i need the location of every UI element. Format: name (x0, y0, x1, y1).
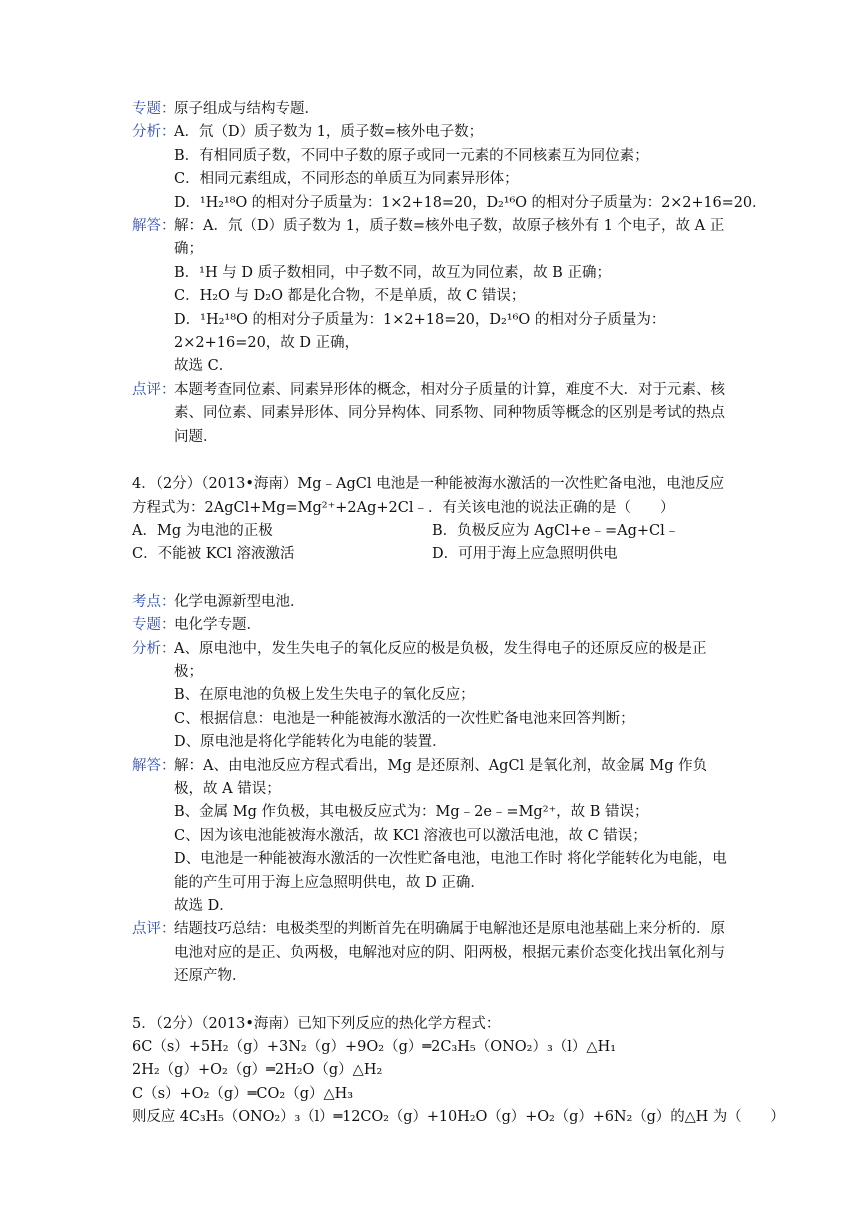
q3-topic (132, 98, 732, 121)
document-page (132, 98, 785, 1130)
q5-stem: 5．（2分）（2013•海南）已知下列反应的热化学方程式： (132, 1015, 501, 1032)
q3-analysis (132, 121, 767, 215)
analysis-line: D、原电池是将化学能转化为电能的装置． (174, 734, 447, 751)
answer-line: C．H₂O 与 D₂O 都是化合物，不是单质，故 C 错误； (174, 288, 526, 305)
q5-equation: 6C（s）+5H₂（g）+3N₂（g）+9O₂（g）═2C₃H₅（ONO₂）₃（l）△H₁ (132, 1039, 617, 1056)
q4-key-point (132, 591, 732, 614)
comment-label: 点评： (132, 921, 176, 938)
answer-line: B、金属 Mg 作负极，其电极反应式为：Mg﹣2e﹣=Mg²⁺，故 B 错误； (174, 804, 649, 821)
option-b: B．负极反应为 AgCl+e﹣=Ag+Cl﹣ (432, 522, 680, 539)
answer-line: 解：A．氘（D）质子数为 1，质子数=核外电子数，故原子核外有 1 个电子，故 A 正确； (174, 218, 725, 258)
q5-question: 则反应 4C₃H₅（ONO₂）₃（l）═12CO₂（g）+10H₂O（g）+O₂（g）+6N₂（g）的△H 为（ ） (132, 1109, 785, 1126)
q4-comment (132, 918, 732, 988)
analysis-line: B、在原电池的负极上发生失电子的氧化反应； (174, 687, 475, 704)
q3-comment (132, 379, 732, 449)
answer-line: D、电池是一种能被海水激活的一次性贮备电池，电池工作时 将化学能转化为电能，电能的产生可用于海上应急照明供电，故 D 正确． (174, 851, 727, 891)
q4-stem: 4．（2分）（2013•海南）Mg﹣AgCl 电池是一种能被海水激活的一次性贮备电池，电池反应方程式为：2AgCl+Mg=Mg²⁺+2Ag+2Cl﹣．有关该电池的说法正确的是（ ） (132, 476, 725, 516)
answer-line: 解：A、由电池反应方程式看出，Mg 是还原剂、AgCl 是氧化剂，故金属 Mg 作负极，故 A 错误； (174, 757, 708, 797)
q4-options (132, 520, 732, 567)
analysis-line: C、根据信息：电池是一种能被海水激活的一次性贮备电池来回答判断； (174, 710, 635, 727)
q4-answer (132, 755, 732, 919)
q3-answer (132, 215, 732, 379)
comment-text: 本题考查同位素、同素异形体的概念，相对分子质量的计算，难度不大．对于元素、核素、同位素、同素异形体、同分异构体、同系物、同种物质等概念的区别是考试的热点问题． (174, 381, 725, 445)
q4-analysis (132, 638, 732, 755)
key-point-text: 化学电源新型电池． (174, 593, 305, 610)
answer-line: B．¹H 与 D 质子数相同，中子数不同，故互为同位素，故 B 正确； (174, 264, 611, 281)
key-point-label: 考点： (132, 593, 176, 610)
analysis-line: A．氘（D）质子数为 1，质子数=核外电子数； (174, 124, 484, 141)
comment-label: 点评： (132, 381, 176, 398)
option-c: C．不能被 KCl 溶液激活 (132, 546, 295, 563)
analysis-line: A、原电池中，发生失电子的氧化反应的极是负极，发生得电子的还原反应的极是正极； (174, 640, 707, 680)
answer-label: 解答： (132, 218, 176, 235)
topic-label: 专题： (132, 101, 176, 117)
q5-equation: C（s）+O₂（g）═CO₂（g）△H₃ (132, 1085, 354, 1102)
option-a: A．Mg 为电池的正极 (132, 522, 273, 539)
answer-line: 故选 C． (174, 358, 234, 375)
comment-text: 结题技巧总结：电极类型的判断首先在明确属于电解池还是原电池基础上来分析的．原电池对应的是正、负两极，电解池对应的阴、阳两极，根据元素价态变化找出氧化剂与还原产物． (174, 921, 725, 985)
q4-topic (132, 614, 732, 637)
answer-line: D．¹H₂¹⁸O 的相对分子质量为：1×2+18=20，D₂¹⁶O 的相对分子质量为：2×2+16=20，故 D 正确， (174, 311, 666, 352)
analysis-label: 分析： (132, 640, 176, 657)
topic-text: 电化学专题． (174, 617, 261, 634)
analysis-label: 分析： (132, 124, 176, 141)
q5-equation: 2H₂（g）+O₂（g）═2H₂O（g）△H₂ (132, 1062, 383, 1079)
topic-label: 专题： (132, 617, 176, 634)
answer-line: 故选 D． (174, 898, 234, 914)
analysis-line: D．¹H₂¹⁸O 的相对分子质量为：1×2+18=20，D₂¹⁶O 的相对分子质量为：2×2+16=20． (174, 194, 767, 211)
answer-line: C、因为该电池能被海水激活，故 KCl 溶液也可以激活电池，故 C 错误； (174, 827, 647, 844)
analysis-line: C．相同元素组成，不同形态的单质互为同素异形体； (174, 171, 519, 188)
option-d: D．可用于海上应急照明供电 (432, 546, 618, 563)
answer-label: 解答： (132, 757, 176, 774)
topic-text: 原子组成与结构专题． (174, 101, 319, 117)
analysis-line: B．有相同质子数，不同中子数的原子或同一元素的不同核素互为同位素； (174, 147, 649, 164)
